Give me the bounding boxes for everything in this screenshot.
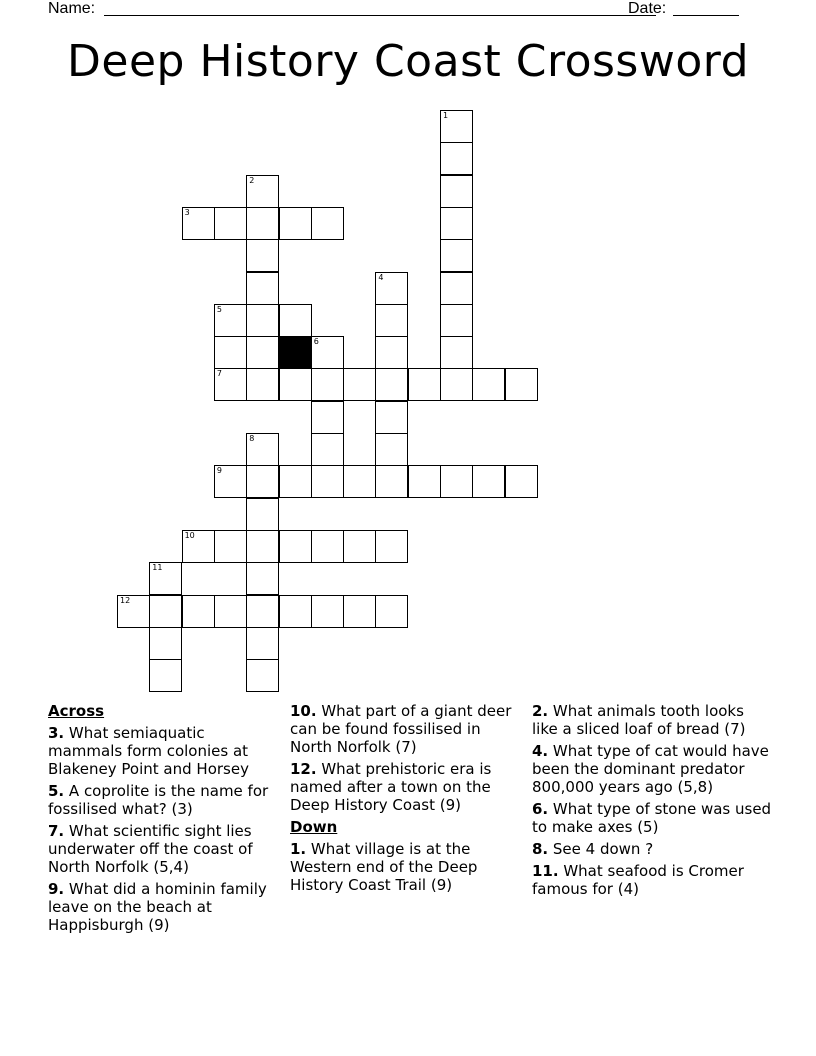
clue-text: What did a hominin family leave on the beach at Happisburgh (9)	[48, 880, 267, 934]
crossword-cell[interactable]	[408, 465, 441, 498]
crossword-cell[interactable]	[375, 465, 408, 498]
clue-number-label: 6	[313, 337, 319, 347]
crossword-cell[interactable]	[246, 368, 279, 401]
crossword-cell[interactable]	[440, 465, 473, 498]
clue-number: 4.	[532, 742, 549, 760]
crossword-cell[interactable]	[117, 595, 150, 628]
crossword-cell[interactable]	[246, 175, 279, 208]
crossword-cell[interactable]	[375, 336, 408, 369]
clue-text: A coprolite is the name for fossilised what? (3)	[48, 782, 269, 818]
clues-column-2	[290, 702, 526, 898]
crossword-cell[interactable]	[375, 401, 408, 434]
clue-number: 1.	[290, 840, 307, 858]
crossword-cell[interactable]	[279, 207, 312, 240]
crossword-cell[interactable]	[408, 368, 441, 401]
clue-number-label: 12	[120, 595, 131, 605]
clue-number: 9.	[48, 880, 65, 898]
crossword-cell[interactable]	[246, 498, 279, 531]
clues-column-3	[532, 702, 772, 902]
crossword-cell[interactable]	[505, 368, 538, 401]
date-label: Date:	[628, 0, 667, 17]
crossword-cell[interactable]	[311, 530, 344, 563]
clue-text: What part of a giant deer can be found fossilised in North Norfolk (7)	[290, 702, 512, 756]
crossword-cell[interactable]	[375, 595, 408, 628]
clue-number-label: 4	[378, 272, 384, 282]
crossword-cell[interactable]	[182, 530, 215, 563]
crossword-cell[interactable]	[343, 530, 376, 563]
crossword-cell[interactable]	[246, 659, 279, 692]
clue-number-label: 1	[443, 111, 449, 120]
clue-number-label: 5	[216, 304, 222, 314]
black-cell	[279, 336, 312, 369]
crossword-cell[interactable]	[182, 595, 215, 628]
date-blank-line[interactable]	[673, 15, 739, 16]
crossword-cell[interactable]	[343, 368, 376, 401]
clue-number-label: 8	[249, 434, 255, 443]
crossword-cell[interactable]	[343, 595, 376, 628]
crossword-cell[interactable]	[311, 207, 344, 240]
clue-text: See 4 down ?	[548, 840, 654, 858]
crossword-cell[interactable]	[440, 142, 473, 175]
crossword-cell[interactable]	[246, 336, 279, 369]
crossword-cell[interactable]	[472, 465, 505, 498]
name-label: Name:	[48, 0, 96, 17]
crossword-cell[interactable]	[246, 433, 279, 466]
page-title: Deep History Coast Crossword	[67, 36, 749, 87]
crossword-cell[interactable]	[343, 465, 376, 498]
clue-text: What scientific sight lies underwater off the coast of North Norfolk (5,4)	[48, 822, 253, 876]
crossword-cell[interactable]	[246, 304, 279, 337]
crossword-cell[interactable]	[246, 627, 279, 660]
clue-number-label: 2	[249, 175, 255, 185]
clue-across-5	[48, 782, 280, 818]
clue-number-label: 9	[216, 466, 222, 476]
clue-number-label: 11	[152, 563, 163, 573]
crossword-cell[interactable]	[440, 239, 473, 272]
crossword-cell[interactable]	[440, 368, 473, 401]
crossword-cell[interactable]	[149, 627, 182, 660]
crossword-cell[interactable]	[440, 175, 473, 208]
crossword-cell[interactable]	[311, 595, 344, 628]
crossword-cell[interactable]	[149, 595, 182, 628]
crossword-cell[interactable]	[311, 336, 344, 369]
clue-number-label: 10	[184, 530, 195, 540]
clue-number: 10.	[290, 702, 317, 720]
crossword-cell[interactable]	[375, 368, 408, 401]
crossword-cell[interactable]	[311, 433, 344, 466]
crossword-cell[interactable]	[440, 110, 473, 143]
clue-across-3	[48, 724, 280, 778]
clue-number: 8.	[532, 840, 549, 858]
clue-number: 12.	[290, 760, 317, 778]
crossword-cell[interactable]	[149, 659, 182, 692]
clue-down-6	[532, 800, 772, 836]
clue-text: What seafood is Cromer famous for (4)	[532, 862, 744, 898]
crossword-cell[interactable]	[214, 530, 247, 563]
crossword-cell[interactable]	[214, 304, 247, 337]
crossword-cell[interactable]	[279, 465, 312, 498]
crossword-cell[interactable]	[246, 465, 279, 498]
clue-number: 3.	[48, 724, 65, 742]
crossword-cell[interactable]	[279, 368, 312, 401]
down-heading: Down	[290, 818, 338, 836]
clue-text: What animals tooth looks like a sliced loaf of bread (7)	[532, 702, 746, 738]
clue-number: 6.	[532, 800, 549, 818]
clue-text: What type of stone was used to make axes (5)	[532, 800, 772, 836]
crossword-cell[interactable]	[246, 272, 279, 305]
crossword-cell[interactable]	[311, 401, 344, 434]
clue-across-9	[48, 880, 280, 934]
crossword-cell[interactable]	[182, 207, 215, 240]
crossword-cell[interactable]	[375, 304, 408, 337]
clue-text: What type of cat would have been the dominant predator 800,000 years ago (5,8)	[532, 742, 769, 796]
crossword-cell[interactable]	[214, 595, 247, 628]
crossword-cell[interactable]	[149, 562, 182, 595]
clue-number: 5.	[48, 782, 65, 800]
clue-number: 11.	[532, 862, 559, 880]
crossword-cell[interactable]	[279, 304, 312, 337]
clue-across-7	[48, 822, 280, 876]
clue-down-4	[532, 742, 772, 796]
crossword-cell[interactable]	[472, 368, 505, 401]
crossword-cell[interactable]	[214, 207, 247, 240]
clue-text: What prehistoric era is named after a town on the Deep History Coast (9)	[290, 760, 492, 814]
crossword-cell[interactable]	[214, 368, 247, 401]
clues-column-1	[48, 702, 280, 938]
clue-number-label: 3	[184, 207, 190, 217]
name-blank-line[interactable]	[104, 15, 656, 16]
clue-down-8	[532, 840, 772, 858]
crossword-cell[interactable]	[440, 304, 473, 337]
crossword-cell[interactable]	[279, 530, 312, 563]
clue-number-label: 7	[216, 369, 222, 379]
across-heading: Across	[48, 702, 105, 720]
clue-down-2	[532, 702, 772, 738]
crossword-cell[interactable]	[246, 595, 279, 628]
clue-text: What semiaquatic mammals form colonies at Blakeney Point and Horsey	[48, 724, 249, 778]
crossword-cell[interactable]	[214, 465, 247, 498]
clue-down-11	[532, 862, 772, 898]
crossword-cell[interactable]	[440, 207, 473, 240]
crossword-cell[interactable]	[440, 272, 473, 305]
crossword-cell[interactable]	[246, 239, 279, 272]
crossword-cell[interactable]	[246, 562, 279, 595]
clue-down-1	[290, 840, 526, 894]
crossword-cell[interactable]	[311, 368, 344, 401]
crossword-cell[interactable]	[375, 530, 408, 563]
clue-number: 7.	[48, 822, 65, 840]
header-line	[48, 0, 776, 20]
clue-across-10	[290, 702, 526, 756]
crossword-cell[interactable]	[246, 207, 279, 240]
crossword-cell[interactable]	[311, 465, 344, 498]
clue-number: 2.	[532, 702, 549, 720]
crossword-cell[interactable]	[279, 595, 312, 628]
crossword-cell[interactable]	[505, 465, 538, 498]
clue-text: What village is at the Western end of the Deep History Coast Trail (9)	[290, 840, 478, 894]
crossword-cell[interactable]	[214, 336, 247, 369]
crossword-cell[interactable]	[375, 433, 408, 466]
clue-across-12	[290, 760, 526, 814]
crossword-cell[interactable]	[375, 272, 408, 305]
crossword-cell[interactable]	[440, 336, 473, 369]
crossword-cell[interactable]	[246, 530, 279, 563]
